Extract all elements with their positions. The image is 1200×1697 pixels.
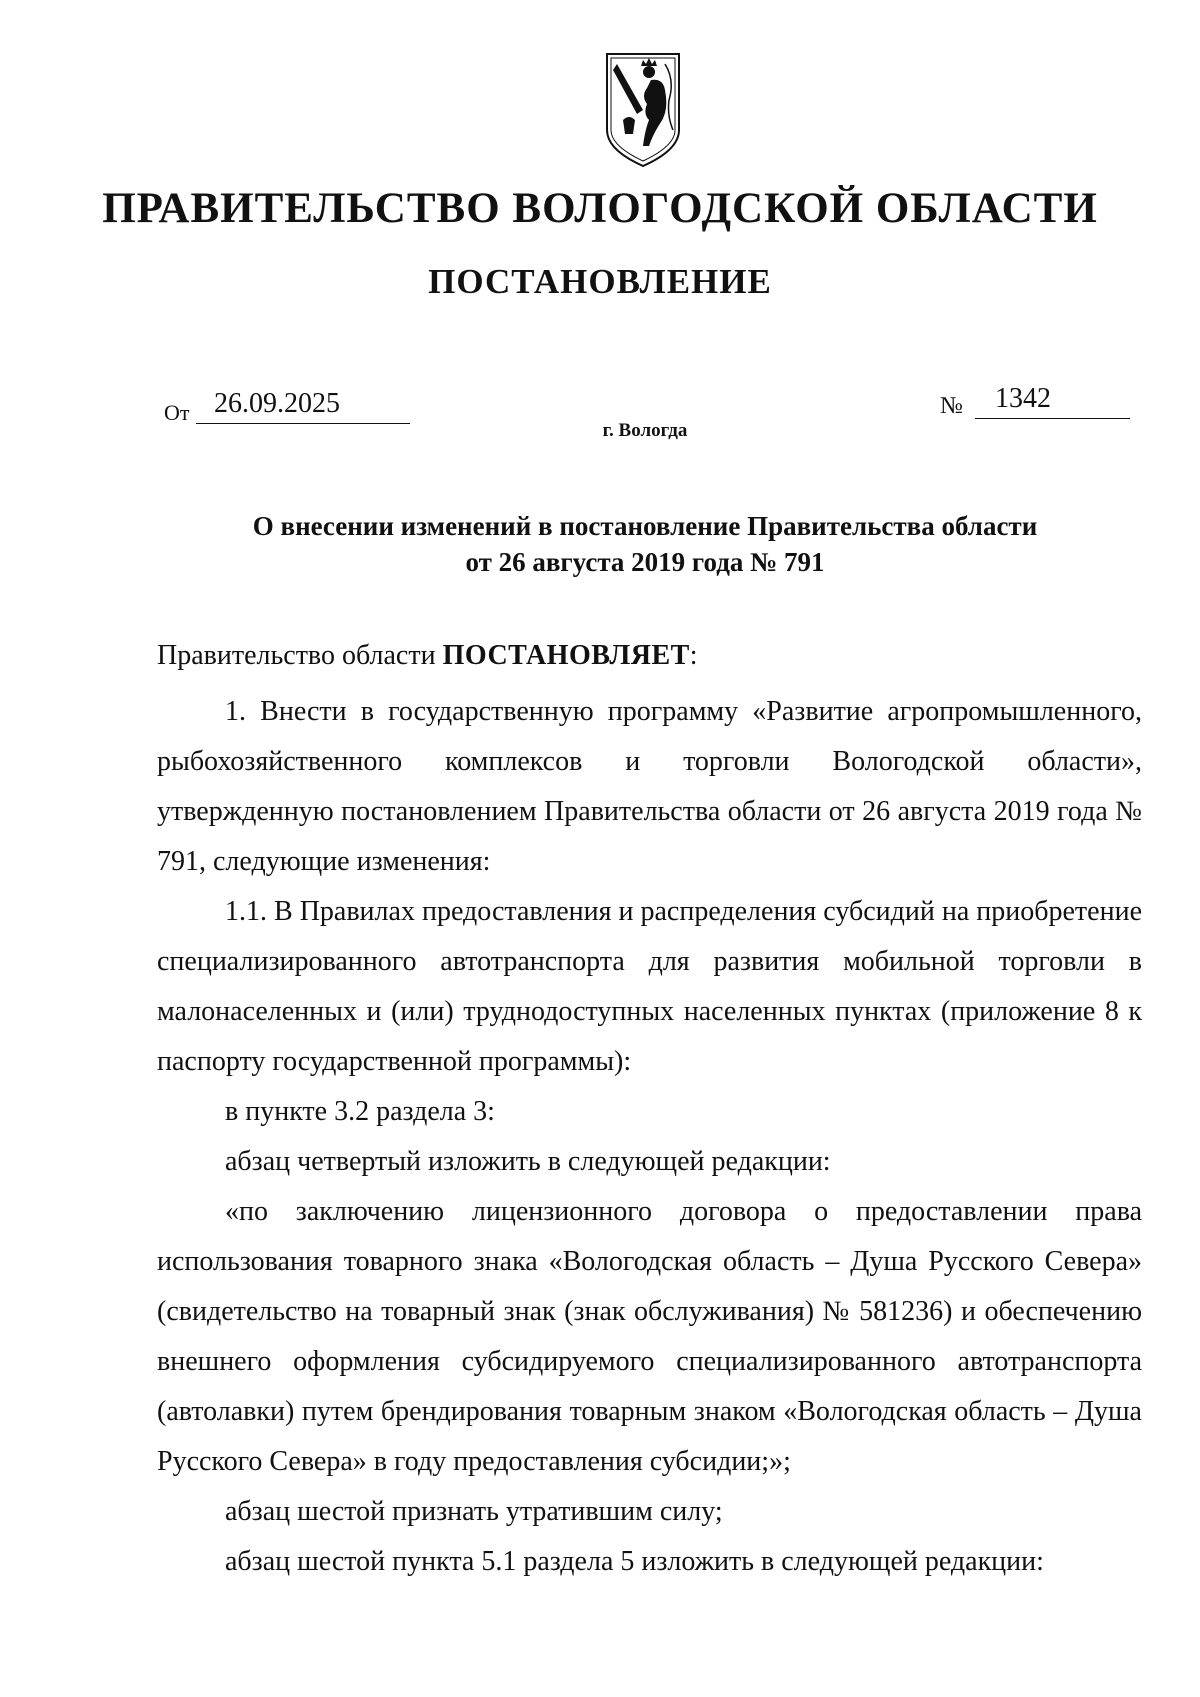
coat-of-arms-icon xyxy=(603,50,683,170)
date-label: От xyxy=(164,400,190,425)
paragraph-clause-3-2: в пункте 3.2 раздела 3: xyxy=(225,1096,495,1127)
paragraph-1-1: 1.1. В Правилах предоставления и распределения субсидий на приобретение специализированного автотранспорта для развития мобильной торговли в малонаселенных и (или) труднодоступных населенных пунктах (приложение 8 к паспорту государственной программы): xyxy=(157,896,1142,1077)
preamble-end: : xyxy=(689,640,698,671)
document-body xyxy=(157,631,1142,1587)
preamble xyxy=(157,631,1142,681)
document-number: 1342 xyxy=(975,383,1130,419)
coat-of-arms-emblem xyxy=(603,50,683,170)
document-subject xyxy=(0,508,1200,580)
paragraph-clause-5-1: абзац шестой пункта 5.1 раздела 5 изложить в следующей редакции: xyxy=(225,1546,1044,1577)
organization-title: ПРАВИТЕЛЬСТВО ВОЛОГОДСКОЙ ОБЛАСТИ xyxy=(102,185,1098,232)
document-type-title: ПОСТАНОВЛЕНИЕ xyxy=(428,262,772,301)
document-date: 26.09.2025 xyxy=(196,388,410,424)
subject-line-2: от 26 августа 2019 года № 791 xyxy=(465,547,825,577)
paragraph-abzac-6: абзац шестой признать утратившим силу; xyxy=(225,1496,723,1527)
preamble-decree: ПОСТАНОВЛЯЕТ xyxy=(442,640,690,671)
preamble-text: Правительство области xyxy=(157,640,443,671)
city-name: г. Вологда xyxy=(602,420,688,441)
subject-line-1: О внесении изменений в постановление Правительства области xyxy=(252,511,1038,541)
paragraph-quote: «по заключению лицензионного договора о предоставлении права использования товарного знака «Вологодская область – Душа Русского Севера» (свидетельство на товарный знак (знак обслуживания) № 581236) и обеспечению внешнего оформления субсидируемого специализированного автотранспорта (автолавки) путем брендирования товарным знаком «Вологодская область – Душа Русского Севера» в году предоставления субсидии;»; xyxy=(157,1196,1142,1477)
paragraph-1: 1. Внести в государственную программу «Развитие агропромышленного, рыбохозяйственного комплексов и торговли Вологодской области», утвержденную постановлением Правительства области от 26 августа 2019 года № 791, следующие изменения: xyxy=(157,696,1142,877)
paragraph-abzac-4: абзац четвертый изложить в следующей редакции: xyxy=(225,1146,831,1177)
number-label: № xyxy=(940,393,963,419)
